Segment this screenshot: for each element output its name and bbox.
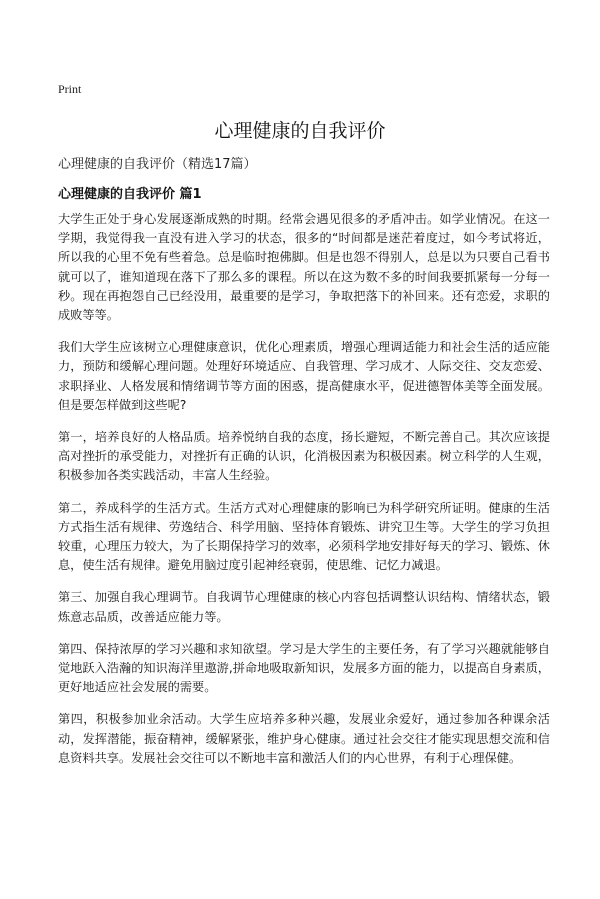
paragraph-1: 大学生正处于身心发展逐渐成熟的时期。经常会遇见很多的矛盾冲击。如学业情况。在这一学期，我觉得我一直没有进入学习的状态，很多的“时间都是迷茫着度过，如今考试将近，所以我的心里不免有些着急。总是临时抱佛脚。但是也怨不得别人，总是以为只要自己看书就可以了，谁知道现在落下了那么多的课程。所以在这为数不多的时间我要抓紧每一分每一秒。现在再抱怨自己已经没用，最重要的是学习，争取把落下的补回来。还有恋爱，求职的成败等等。 xyxy=(58,212,550,323)
document-body xyxy=(58,210,550,781)
paragraph-6: 第四、保持浓厚的学习兴趣和求知欲望。学习是大学生的主要任务，有了学习兴趣就能够自觉地跃入浩瀚的知识海洋里遨游,拼命地吸取新知识，发展多方面的能力，以提高自身素质，更好地适应社会发展的需要。 xyxy=(58,641,550,695)
section-heading: 心理健康的自我评价 篇1 xyxy=(58,187,202,202)
paragraph-2: 我们大学生应该树立心理健康意识，优化心理素质，增强心理调适能力和社会生活的适应能力，预防和缓解心理问题。处理好环境适应、自我管理、学习成才、人际交往、交友恋爱、求职择业、人格发展和情绪调节等方面的困惑，提高健康水平，促进德智体美等全面发展。但是要怎样做到这些呢? xyxy=(58,340,550,412)
paragraph-3: 第一，培养良好的人格品质。培养悦纳自我的态度，扬长避短，不断完善自己。其次应该提高对挫折的承受能力，对挫折有正确的认识，化消极因素为积极因素。树立科学的人生观，积极参加各类实践活动，丰富人生经验。 xyxy=(58,430,550,483)
print-label: Print xyxy=(58,82,82,96)
document-subtitle: 心理健康的自我评价（精选17篇） xyxy=(58,157,257,172)
paragraph-4: 第二，养成科学的生活方式。生活方式对心理健康的影响已为科学研究所证明。健康的生活方式指生活有规律、劳逸结合、科学用脑、坚持体育锻炼、讲究卫生等。大学生的学习负担较重，心理压力较大，为了长期保持学习的效率，必须科学地安排好每天的学习、锻炼、休息，使生活有规律。避免用脑过度引起神经衰弱，使思维、记忆力减退。 xyxy=(58,500,550,573)
paragraph-5: 第三、加强自我心理调节。自我调节心理健康的核心内容包括调整认识结构、情绪状态，锻炼意志品质，改善适应能力等。 xyxy=(58,590,550,624)
document-title: 心理健康的自我评价 xyxy=(214,120,386,142)
paragraph-7: 第四，积极参加业余活动。大学生应培养多种兴趣，发展业余爱好，通过参加各种课余活动，发挥潜能，振奋精神，缓解紧张，维护身心健康。通过社会交往才能实现思想交流和信息资料共享。发展社会交往可以不断地丰富和激活人们的内心世界，有利于心理保健。 xyxy=(58,712,550,765)
